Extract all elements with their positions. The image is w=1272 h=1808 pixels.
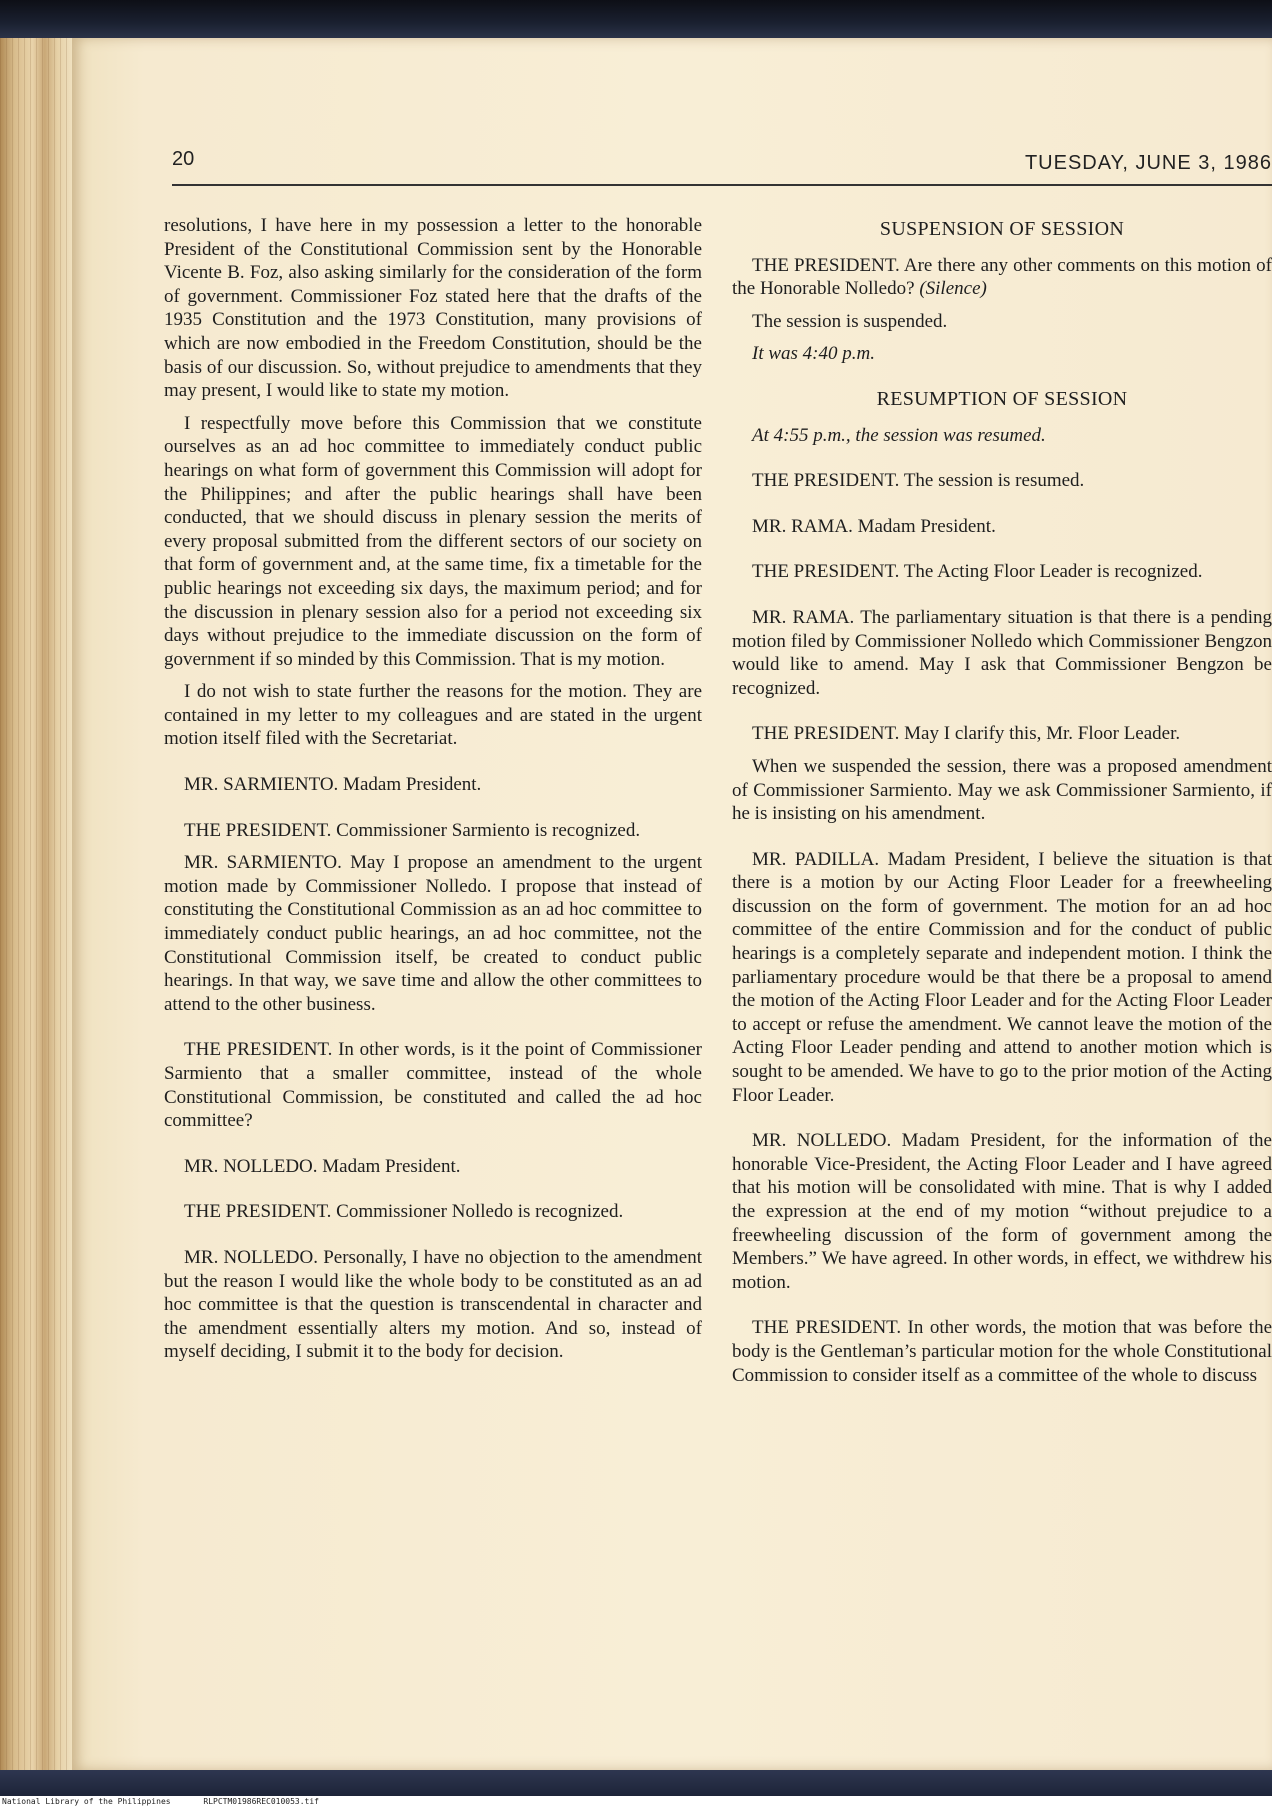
footer-file: RLPCTM01986REC010053.tif — [203, 1797, 319, 1806]
paragraph: MR. NOLLEDO. Madam President, for the information of the honorable Vice-President, the Acting Floor Leader and I have agreed that his motion will be consolidated with mine. That is why I added the expression at the end of my motion “without prejudice to a freewheeling discussion of the form of government among the Members.” We have agreed. In other words, in effect, we withdrew his motion. — [732, 1130, 1272, 1293]
page-header — [172, 144, 1272, 184]
paragraph-text: THE PRESIDENT. Are there any other comments on this motion of the Honorable Nolledo? — [732, 254, 1272, 300]
paragraph: At 4:55 p.m., the session was resumed. — [752, 424, 1046, 446]
scan-bottom-edge — [0, 1770, 1272, 1796]
paragraph — [732, 254, 1272, 301]
stage-direction: (Silence) — [919, 278, 987, 300]
paragraph: THE PRESIDENT. May I clarify this, Mr. Floor Leader. — [752, 723, 1181, 745]
paragraph: THE PRESIDENT. Commissioner Sarmiento is recognized. — [184, 819, 641, 841]
scan-footer — [0, 1796, 1272, 1808]
paragraph: THE PRESIDENT. The Acting Floor Leader is recognized. — [752, 561, 1203, 583]
paragraph: MR. SARMIENTO. May I propose an amendment to the urgent motion made by Commissioner Nolledo. I propose that instead of constituting the Constitutional Commission as an ad hoc committee to immediately conduct public hearings, an ad hoc committee, not the Constitutional Commission itself, be created to conduct public hearings. In that way, we save time and allow the other committees to attend to the other business. — [164, 852, 702, 1015]
paragraph: MR. RAMA. The parliamentary situation is that there is a pending motion filed by Commissioner Nolledo which Commissioner Bengzon would like to amend. May I ask that Commissioner Bengzon be recognized. — [732, 606, 1272, 699]
section-heading-resumption: RESUMPTION OF SESSION — [876, 387, 1128, 410]
paragraph: It was 4:40 p.m. — [752, 343, 875, 365]
paragraph: The session is suspended. — [752, 310, 948, 332]
scan-top-edge — [0, 0, 1272, 38]
paragraph: MR. PADILLA. Madam President, I believe the situation is that there is a motion by our Acting Floor Leader for a freewheeling discussion on the form of government. The motion for an ad hoc committee of the entire Commission and for the conduct of public hearings is a completely separate and independent motion. I think the parliamentary procedure would be that there be a proposal to amend the motion of the Acting Floor Leader and for the Acting Floor Leader to accept or refuse the amendment. We cannot leave the motion of the Acting Floor Leader pending and attend to another motion which is sought to be amended. We have to go to the prior motion of the Acting Floor Leader. — [732, 848, 1272, 1106]
paragraph: When we suspended the session, there was a proposed amendment of Commissioner Sarmiento. May we ask Commissioner Sarmiento, if he is insisting on his amendment. — [732, 755, 1272, 825]
paragraph: THE PRESIDENT. The session is resumed. — [752, 470, 1085, 492]
paragraph: THE PRESIDENT. In other words, the motion that was before the body is the Gentleman’s particular motion for the whole Constitutional Commission to consider itself as a committee of the whole to discuss — [732, 1317, 1272, 1386]
paragraph: I do not wish to state further the reasons for the motion. They are contained in my letter to my colleagues and are stated in the urgent motion itself filed with the Secretariat. — [164, 681, 702, 750]
paragraph: MR. NOLLEDO. Madam President. — [184, 1155, 461, 1177]
left-column — [164, 214, 702, 1754]
footer-library: National Library of the Philippines — [2, 1797, 171, 1806]
page-date: TUESDAY, JUNE 3, 1986 — [1024, 152, 1272, 174]
page-number: 20 — [172, 148, 195, 170]
header-rule — [172, 184, 1272, 186]
paragraph: MR. SARMIENTO. Madam President. — [184, 774, 482, 796]
paragraph: THE PRESIDENT. In other words, is it the point of Commissioner Sarmiento that a smaller committee, instead of the whole Constitutional Commission, be constituted and called the ad hoc committee? — [164, 1039, 702, 1132]
paragraph: THE PRESIDENT. Commissioner Nolledo is recognized. — [184, 1201, 624, 1223]
right-column — [732, 214, 1272, 1754]
paragraph: MR. RAMA. Madam President. — [752, 515, 996, 537]
book-binding — [0, 38, 72, 1770]
paragraph: MR. NOLLEDO. Personally, I have no objection to the amendment but the reason I would like the whole body to be constituted as an ad hoc committee is that the question is transcendental in character and the amendment essentially alters my motion. And so, instead of myself deciding, I submit it to the body for decision. — [164, 1246, 702, 1363]
paragraph: I respectfully move before this Commission that we constitute ourselves as an ad hoc committee to immediately conduct public hearings on what form of government this Commission will adopt for the Philippines; and after the public hearings shall have been conducted, that we should discuss in plenary session the merits of every proposal submitted from the different sectors of our society on that form of government and, at the same time, fix a timetable for the public hearings not exceeding six days, the maximum period; and for the discussion in plenary session also for a period not exceeding six days without prejudice to the immediate discussion on the form of government if so minded by this Commission. That is my motion. — [164, 412, 702, 670]
section-heading-suspension: SUSPENSION OF SESSION — [879, 218, 1125, 240]
paragraph: resolutions, I have here in my possession a letter to the honorable President of the Constitutional Commission sent by the Honorable Vicente B. Foz, also asking similarly for the consideration of the form of government. Commissioner Foz stated here that the drafts of the 1935 Constitution and the 1973 Constitution, many provisions of which are now embodied in the Freedom Constitution, should be the basis of our discussion. So, without prejudice to amendments that they may present, I would like to state my motion. — [164, 215, 702, 402]
